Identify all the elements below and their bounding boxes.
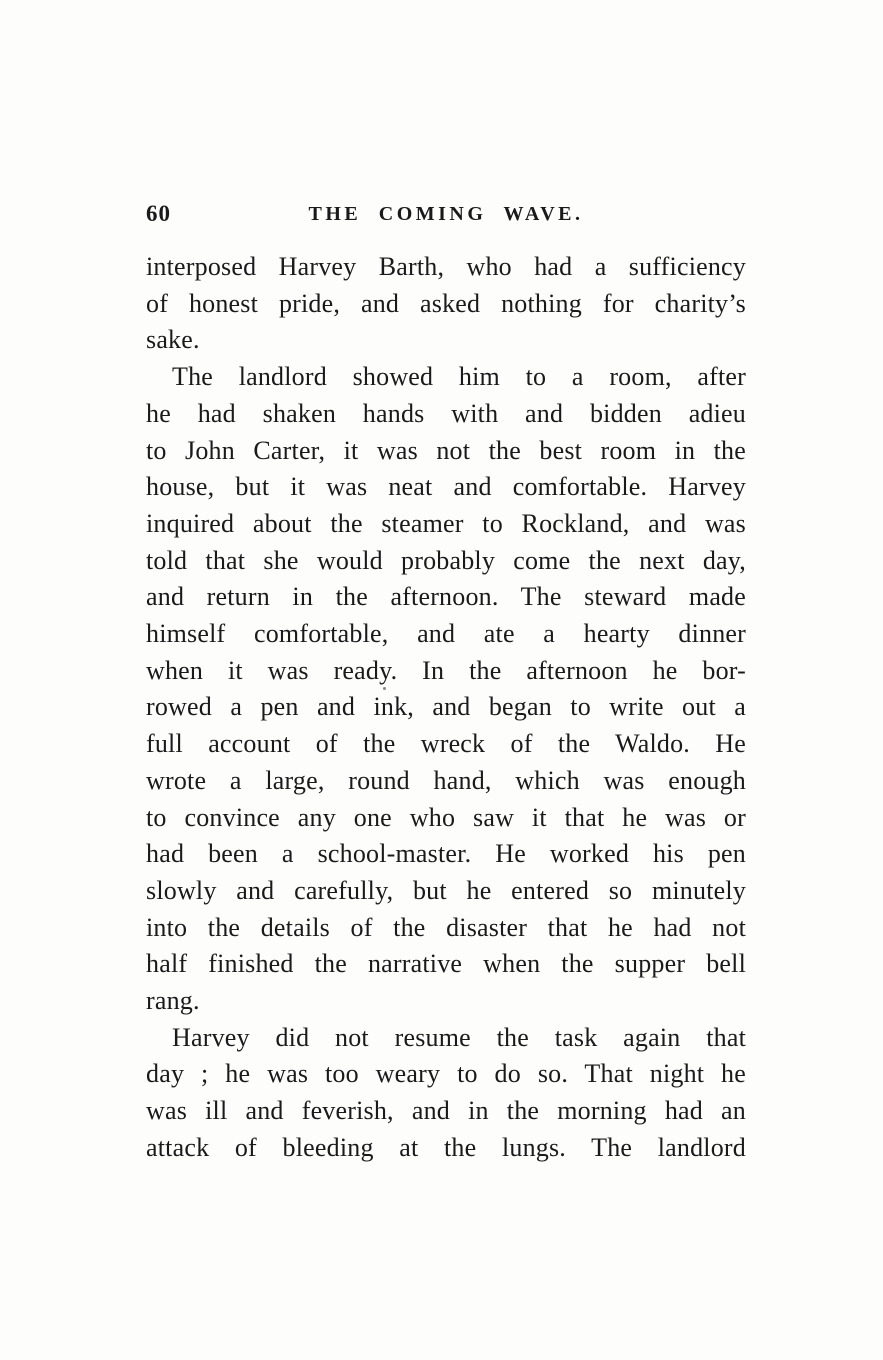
text-line: slowly and carefully, but he entered so minutely	[146, 875, 746, 905]
text-line: himself comfortable, and ate a hearty dinner	[146, 619, 746, 649]
text-line: attack of bleeding at the lungs. The landlord	[146, 1132, 746, 1162]
text-line: into the details of the disaster that he had not	[146, 912, 746, 942]
text-line: Harvey did not resume the task again that	[172, 1022, 746, 1052]
text-line: had been a school-master. He worked his pen	[146, 839, 746, 869]
text-line: house, but it was neat and comfortable. Harvey	[146, 472, 746, 502]
text-line: he had shaken hands with and bidden adieu	[146, 398, 746, 428]
text-line: was ill and feverish, and in the morning had an	[146, 1096, 746, 1126]
scan-speck	[383, 687, 386, 690]
text-line: to convince any one who saw it that he was or	[146, 802, 746, 832]
text-line: rowed a pen and ink, and began to write out a	[146, 692, 746, 722]
text-line: of honest pride, and asked nothing for charity’s	[146, 288, 746, 318]
text-line: sake.	[146, 325, 200, 355]
page-header	[146, 201, 746, 229]
text-line: wrote a large, round hand, which was enough	[146, 765, 746, 795]
text-line: rang.	[146, 986, 200, 1016]
page-number: 60	[146, 201, 171, 226]
text-body	[146, 249, 746, 1167]
text-line: and return in the afternoon. The steward made	[146, 582, 746, 612]
text-line: told that she would probably come the next day,	[146, 545, 746, 575]
text-line: interposed Harvey Barth, who had a sufficiency	[146, 252, 746, 281]
text-line: to John Carter, it was not the best room in the	[146, 435, 746, 465]
text-line: half finished the narrative when the supper bell	[146, 949, 746, 979]
text-line: when it was ready. In the afternoon he bor-	[146, 655, 746, 685]
text-line: full account of the wreck of the Waldo. He	[146, 729, 746, 759]
text-line: inquired about the steamer to Rockland, and was	[146, 508, 746, 538]
text-line: The landlord showed him to a room, after	[172, 362, 746, 392]
running-title: THE COMING WAVE.	[308, 203, 584, 225]
text-line: day ; he was too weary to do so. That night he	[146, 1059, 746, 1089]
